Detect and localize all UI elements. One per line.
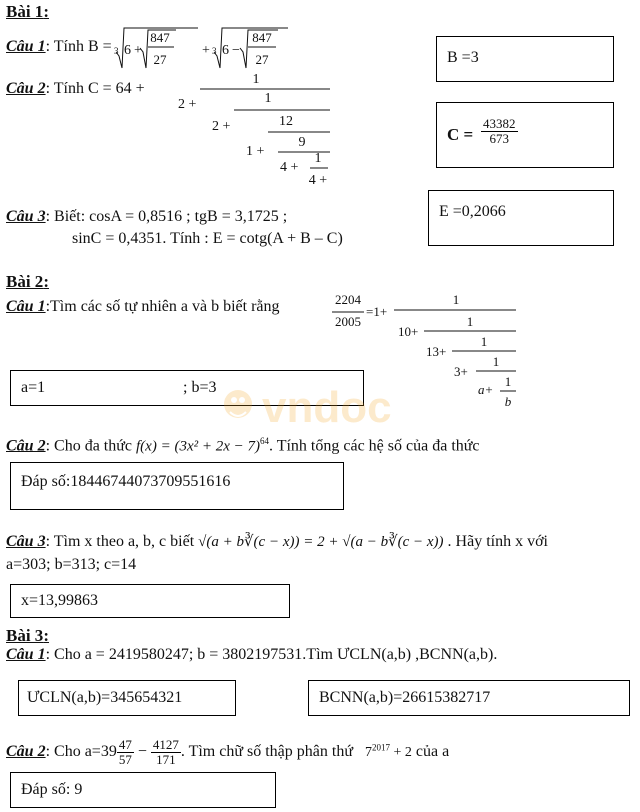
svg-text:4 +: 4 + (280, 160, 299, 175)
svg-text:3: 3 (212, 46, 217, 56)
bai3-cau1-prompt: Câu 1: Cho a = 2419580247; b = 3802197531.Tìm ƯCLN(a,b) ,BCNN(a,b). (6, 646, 498, 663)
bai3-cau1-bcnn-answer: BCNN(a,b)=26615382717 (319, 689, 491, 706)
svg-text:6: 6 (222, 43, 229, 58)
svg-text:2 +: 2 + (178, 97, 197, 112)
svg-text:+: + (134, 43, 142, 58)
svg-text:13+: 13+ (426, 344, 447, 359)
svg-text:3+: 3+ (454, 364, 468, 379)
svg-text:1: 1 (480, 334, 488, 349)
bai1-cau1-answer-box (436, 36, 614, 82)
bai3-cau1-ucln-answer: ƯCLN(a,b)=345654321 (27, 689, 183, 706)
svg-text:1: 1 (252, 72, 260, 87)
bai1-cau2-answer-box (436, 102, 614, 168)
bai2-cau1-prompt: Câu 1:Tìm các số tự nhiên a và b biết rằng (6, 298, 280, 315)
svg-text:b: b (504, 394, 512, 408)
bai3-cau1-bcnn-box (308, 680, 630, 716)
svg-text:=1+: =1+ (366, 304, 388, 319)
bai2-cau2-prompt: Câu 2: Cho đa thức $f(x) = (3x^2 + 2x - 7)^{64}$. Tính tổng các hệ số của đa thức (6, 436, 480, 455)
bai3-cau1-ucln-box (18, 680, 236, 716)
bai2-cau3-answer-box (10, 584, 290, 618)
bai2-cau1-answer-b: ; b=3 (183, 379, 217, 396)
bai1-cau2-answer-fraction: $\frac{43382}{673}$ (483, 116, 516, 146)
svg-text:2204: 2204 (335, 292, 361, 307)
bai3-cau2-power: $7^{2017} + 2$ (365, 742, 412, 761)
svg-text:3: 3 (114, 46, 119, 56)
svg-text:2005: 2005 (335, 314, 361, 329)
bai3-cau2-answer-box (10, 772, 276, 808)
svg-text:2 +: 2 + (212, 119, 231, 134)
svg-text:10+: 10+ (398, 324, 419, 339)
bai2-cau3-values: a=303; b=313; c=14 (6, 556, 137, 573)
svg-text:12: 12 (279, 114, 293, 129)
bai1-cau1-expression (112, 24, 290, 70)
svg-text:1: 1 (314, 151, 322, 166)
svg-text:1: 1 (264, 91, 272, 106)
bai3-cau2-fraction-1: $\frac{47}{57}$ (118, 737, 132, 767)
bai2-cau1-answer-a: a=1 (21, 379, 46, 396)
svg-text:1: 1 (504, 374, 512, 389)
svg-text:9: 9 (298, 135, 306, 150)
svg-text:1: 1 (492, 354, 500, 369)
bai1-cau2-continued-fraction (172, 70, 332, 188)
bai1-cau3-answer: E =0,2066 (439, 203, 506, 220)
svg-text:6: 6 (124, 43, 131, 58)
svg-text:a+: a+ (478, 382, 494, 397)
svg-text:27: 27 (153, 52, 167, 67)
svg-text:1 +: 1 + (246, 144, 265, 159)
svg-text:1: 1 (466, 314, 474, 329)
svg-text:+: + (202, 43, 210, 58)
bai2-cau3-equation: √(a + b∛(c − x)) = 2 + √(a − b∛(c − x)) (198, 534, 444, 550)
bai2-heading: Bài 2: (6, 272, 49, 291)
bai1-cau3-line2: sinC = 0,4351. Tính : E = cotg(A + B – C) (72, 230, 343, 247)
bai1-cau3-answer-box (428, 190, 614, 246)
vndoc-watermark-logo (218, 376, 428, 436)
bai2-cau2-polynomial: f(x) = (3x² + 2x − 7) (136, 438, 260, 455)
bai1-cau2-prompt: Câu 2: Tính C = 64 + (6, 80, 145, 97)
bai2-cau2-answer: Đáp số:18446744073709551616 (21, 473, 231, 490)
svg-text:847: 847 (252, 30, 272, 45)
bai2-cau2-answer-box (10, 462, 344, 510)
bai1-cau3-prompt: Câu 3: Biết: cosA = 0,8516 ; tgB = 3,1725 ; (6, 208, 288, 225)
bai2-cau3-answer: x=13,99863 (21, 592, 99, 609)
svg-text:847: 847 (150, 30, 170, 45)
bai3-cau2-fraction-2: $\frac{4127}{171}$ (152, 737, 179, 767)
bai3-cau2-prompt: Câu 2: Cho a=39 $\frac{47}{57}$ − $\frac{4127}{171}$ . Tìm chữ số thập phân thứ $7^{2017} + 2$ của a (6, 737, 450, 767)
bai1-heading: Bài 1: (6, 2, 49, 21)
svg-text:4 +: 4 + (308, 173, 328, 188)
bai3-cau2-answer: Đáp số: 9 (21, 781, 83, 798)
svg-text:1: 1 (452, 292, 460, 307)
bai3-heading: Bài 3: (6, 626, 49, 645)
bai2-cau3-prompt: Câu 3: Tìm x theo a, b, c biết √(a + b∛(c − x)) = 2 + √(a − b∛(c − x)) . Hãy tính x với (6, 533, 548, 550)
bai1-cau1-answer: B =3 (447, 49, 479, 66)
svg-text:vndoc: vndoc (262, 383, 392, 432)
bai1-cau2-answer-label: C = (447, 125, 474, 144)
bai1-cau1-prompt: Câu 1: Tính B = (6, 38, 112, 55)
svg-text:27: 27 (255, 52, 269, 67)
svg-text:−: − (232, 43, 240, 58)
